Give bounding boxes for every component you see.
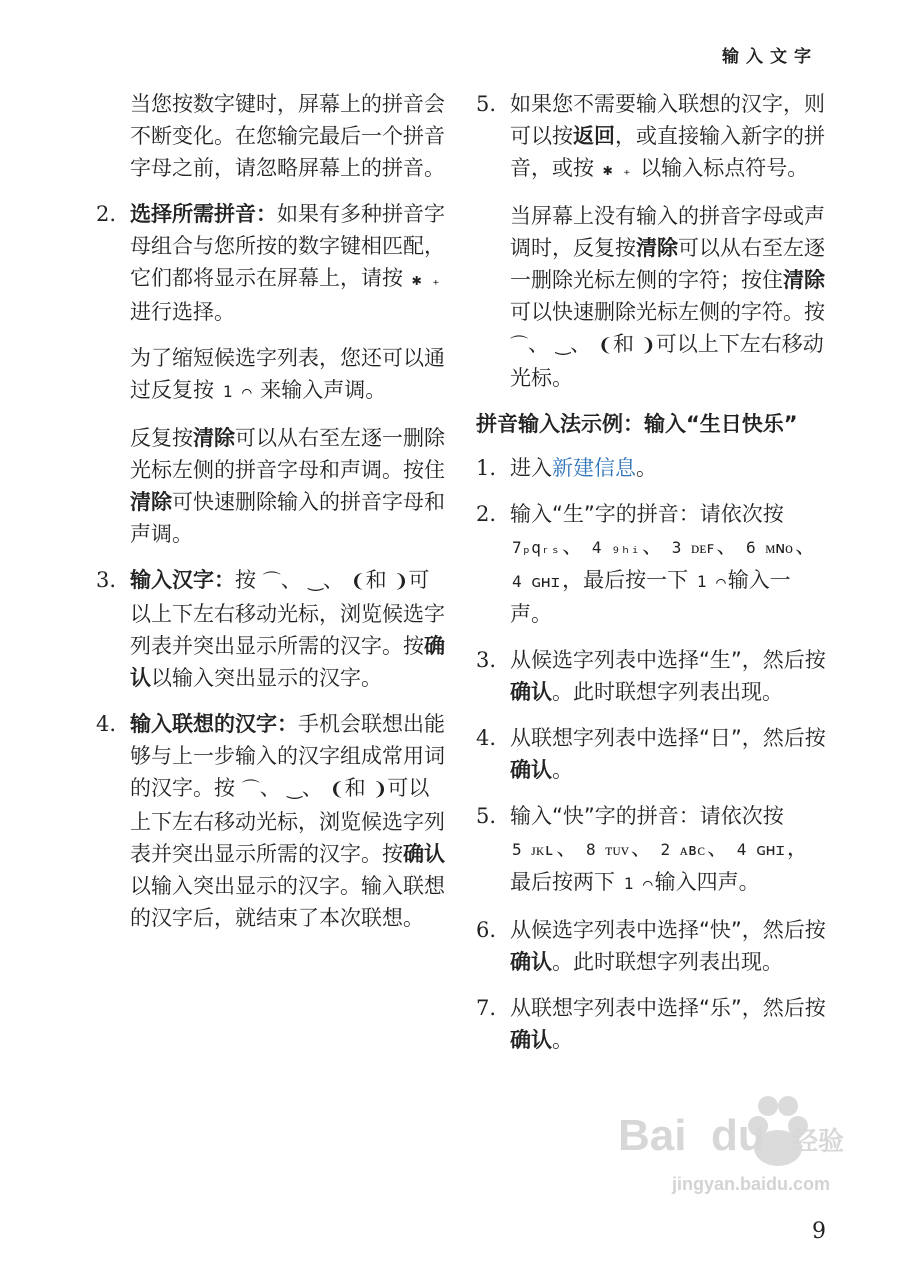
- example-step-3: 3. 从候选字列表中选择“生”，然后按确认。此时联想字列表出现。: [476, 648, 826, 704]
- down-arrow-icon: ‿: [287, 779, 302, 800]
- step-number: 3.: [96, 568, 117, 592]
- step-heading: 输入联想的汉字：: [130, 712, 298, 736]
- key-5-icon: 5 ᴊᴋʟ: [512, 840, 555, 859]
- right-arrow-icon: ❩: [640, 335, 656, 356]
- step-heading: 输入汉字：: [130, 568, 235, 592]
- key-1-icon: 1 ⌒: [696, 572, 726, 591]
- step-subparagraph: 为了缩短候选字列表，您还可以通过反复按 1 ⌒ 来输入声调。: [130, 342, 446, 408]
- right-arrow-icon: ❩: [393, 571, 409, 592]
- star-key-icon: ✱ ₊: [411, 270, 441, 289]
- key-2-icon: 2 ᴀʙᴄ: [660, 840, 706, 859]
- key-7-icon: 7ₚqᵣₛ: [512, 538, 561, 557]
- step-text: 如果您不需要输入联想的汉字，则可以按返回，或直接输入新字的拼音，或按 ✱ ₊ 以输入标点符号。: [510, 88, 826, 186]
- baidu-logo: [618, 1088, 845, 1178]
- right-arrow-icon: ❩: [372, 779, 388, 800]
- svg-text:经验: 经验: [792, 1126, 845, 1156]
- page-number: 9: [812, 1219, 826, 1244]
- step-4: 4. 输入联想的汉字：手机会联想出能够与上一步输入的汉字组成常用词的汉字。按 ⌒、 ‿、 ❨和 ❩可以上下左右移动光标，浏览候选字列表并突出显示所需的汉字。按确认以输入突出显示的汉字。输入联想的汉字后，就结束了本次联想。: [130, 708, 446, 934]
- down-arrow-icon: ‿: [555, 335, 571, 356]
- example-step-6: 6. 从候选字列表中选择“快”，然后按确认。此时联想字列表出现。: [476, 918, 826, 974]
- example-step-2: 2. 输入“生”字的拼音：请依次按 7ₚqᵣₛ、 4 ₉ₕᵢ、 3 ᴅᴇꜰ、 6 ᴍɴᴏ、 4 ɢʜɪ，最后按一下 1 ⌒输入一声。: [476, 502, 817, 626]
- new-message-link[interactable]: 新建信息: [552, 456, 636, 480]
- svg-text:Bai: Bai: [618, 1111, 687, 1160]
- right-column: [476, 88, 826, 1070]
- page-header: 输入文字: [722, 47, 818, 67]
- example-step-1: 1. 进入新建信息。: [476, 456, 657, 480]
- key-4-icon: 4 ɢʜɪ: [736, 840, 785, 859]
- step-subparagraph: 当屏幕上没有输入的拼音字母或声调时，反复按清除可以从右至左逐一删除光标左侧的字符；按住清除可以快速删除光标左侧的字符。按 ⌒、 ‿、 ❨和 ❩可以上下左右移动光标。: [510, 204, 825, 390]
- svg-text:du: du: [711, 1111, 765, 1160]
- key-3-icon: 3 ᴅᴇꜰ: [671, 538, 715, 557]
- step-5: [476, 88, 826, 394]
- watermark: [618, 1088, 845, 1208]
- section-title: 拼音输入法示例：输入“生日快乐”: [476, 412, 798, 436]
- step-subparagraph: 反复按清除可以从右至左逐一删除光标左侧的拼音字母和声调。按住清除可快速删除输入的拼音字母和声调。: [130, 426, 445, 546]
- star-key-icon: ✱ ₊: [602, 160, 632, 179]
- step-heading: 选择所需拼音：: [130, 202, 277, 226]
- key-6-icon: 6 ᴍɴᴏ: [746, 538, 794, 557]
- down-arrow-icon: ‿: [308, 571, 323, 592]
- step-number: 5.: [476, 92, 497, 116]
- example-step-4: 4. 从联想字列表中选择“日”，然后按确认。: [476, 726, 826, 782]
- left-arrow-icon: ❨: [329, 779, 345, 800]
- example-step-5: 5. 输入“快”字的拼音：请依次按 5 ᴊᴋʟ、 8 ᴛᴜᴠ、 2 ᴀʙᴄ、 4 ɢʜɪ，最后按两下 1 ⌒输入四声。: [510, 800, 826, 900]
- key-4-icon: 4 ₉ₕᵢ: [591, 538, 641, 557]
- step-3: 3. 输入汉字：按 ⌒、 ‿、 ❨和 ❩可以上下左右移动光标，浏览候选字列表并突出显示所需的汉字。按确认以输入突出显示的汉字。: [130, 564, 446, 694]
- step-number: 2.: [96, 202, 117, 226]
- step-number: 4.: [96, 712, 117, 736]
- up-arrow-icon: ⌒: [262, 571, 281, 592]
- key-1-icon: 1 ⌒: [623, 874, 653, 893]
- one-key-icon: 1 ⌒: [222, 382, 252, 401]
- left-column: [96, 88, 446, 948]
- watermark-url: jingyan.baidu.com: [671, 1174, 830, 1194]
- left-arrow-icon: ❨: [597, 335, 613, 356]
- intro-paragraph: 当您按数字键时，屏幕上的拼音会不断变化。在您输完最后一个拼音字母之前，请忽略屏幕上的拼音。: [130, 92, 445, 180]
- key-8-icon: 8 ᴛᴜᴠ: [585, 840, 629, 859]
- example-step-7: 7. 从联想字列表中选择“乐”，然后按确认。: [476, 996, 826, 1052]
- up-arrow-icon: ⌒: [241, 779, 260, 800]
- key-4-icon: 4 ɢʜɪ: [512, 572, 561, 591]
- up-arrow-icon: ⌒: [510, 335, 528, 356]
- left-arrow-icon: ❨: [350, 571, 366, 592]
- step-text: 选择所需拼音：如果有多种拼音字母组合与您所按的数字键相匹配，它们都将显示在屏幕上，请按 ✱ ₊ 进行选择。: [130, 202, 445, 324]
- step-2: [96, 198, 446, 550]
